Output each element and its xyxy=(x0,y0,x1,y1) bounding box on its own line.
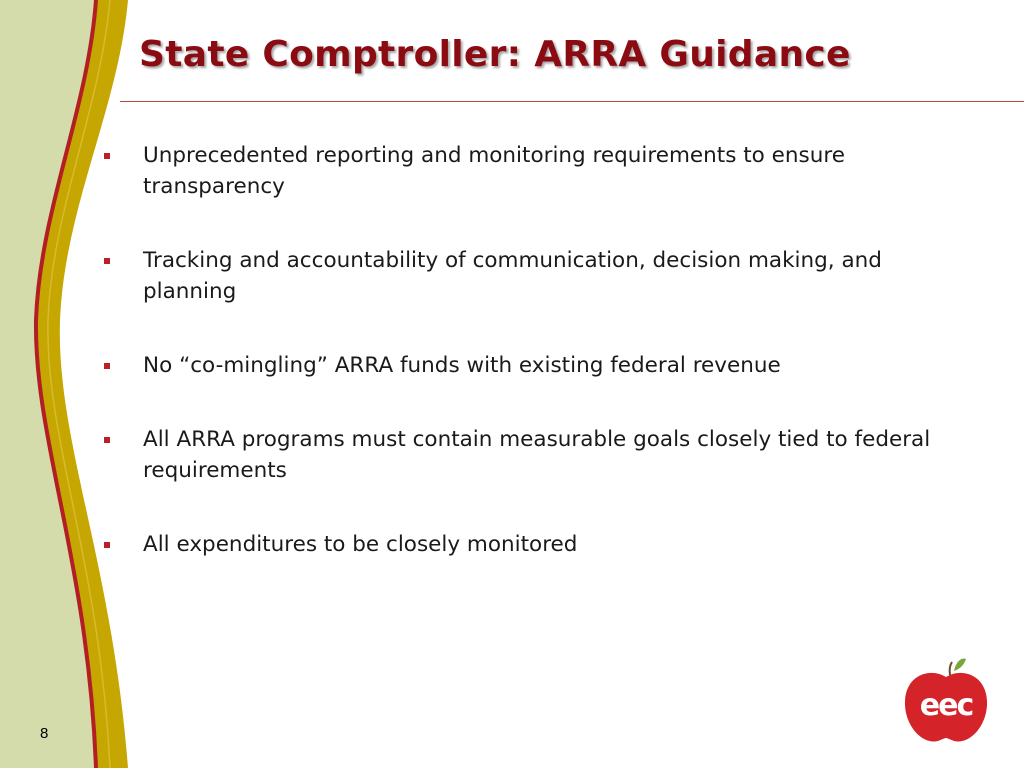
bullet-square-icon xyxy=(104,258,110,264)
bullet-square-icon xyxy=(104,153,110,159)
bullet-square-icon xyxy=(104,363,110,369)
bullet-item xyxy=(100,140,940,202)
bullet-square-icon xyxy=(104,437,110,443)
title-divider xyxy=(120,101,1024,102)
bullet-text: All ARRA programs must contain measurable goals closely tied to federal requirements xyxy=(143,427,931,483)
apple-logo-icon xyxy=(900,655,992,747)
bullet-item xyxy=(100,424,940,486)
bullet-item xyxy=(100,529,940,560)
logo-text: eec xyxy=(919,688,973,723)
bullet-item xyxy=(100,245,940,307)
bullet-text: Tracking and accountability of communication, decision making, and planning xyxy=(143,248,882,304)
bullet-text: No “co-mingling” ARRA funds with existing federal revenue xyxy=(143,353,781,378)
slide-title: State Comptroller: ARRA Guidance xyxy=(139,34,851,75)
bullet-list xyxy=(100,140,940,560)
bullet-item xyxy=(100,350,940,381)
bullet-square-icon xyxy=(104,542,110,548)
bullet-text: Unprecedented reporting and monitoring requirements to ensure transparency xyxy=(143,143,845,199)
bullet-text: All expenditures to be closely monitored xyxy=(143,532,578,557)
page-number: 8 xyxy=(40,725,49,742)
